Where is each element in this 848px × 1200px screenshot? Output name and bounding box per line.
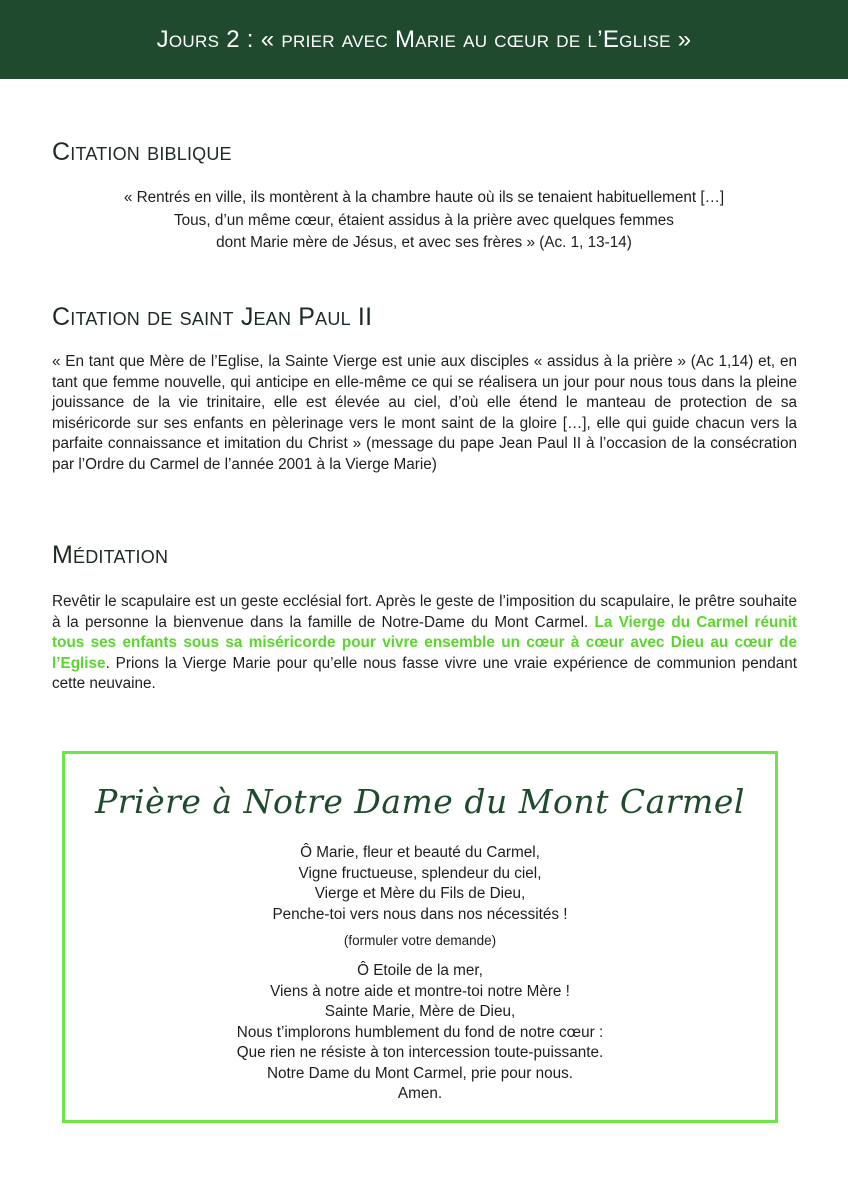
bible-quote-line: « Rentrés en ville, ils montèrent à la chambre haute où ils se tenaient habituellement […] [123,189,725,206]
prayer-line: Sainte Marie, Mère de Dieu, [324,1003,516,1020]
prayer-line: Ô Marie, fleur et beauté du Carmel, [300,844,540,861]
prayer-line: Amen. [397,1085,443,1102]
prayer-line: Nous t’implorons humblement du fond de notre cœur : [236,1023,604,1041]
prayer-title: Prière à Notre Dame du Mont Carmel [95,782,745,821]
prayer-line: Vierge et Mère du Fils de Dieu, [314,885,526,902]
meditation-text-part: Revêtir le scapulaire est un geste ecclésial fort. Après le geste de l’imposition du scapulaire, le prêtre souhaite à la personne la bienvenue dans la famille de Notre-Dame du Mont Carmel. [52,593,797,631]
prayer-line: Que rien ne résiste à ton intercession toute-puissante. [236,1044,604,1061]
prayer-line: Vigne fructueuse, splendeur du ciel, [298,864,542,882]
meditation-text-part: . Prions la Vierge Marie pour qu’elle nous fasse vivre une vraie expérience de communion pendant cette neuvaine. [52,654,797,692]
prayer-box [62,751,778,1123]
section-title-bible: Citation biblique [52,138,232,166]
page-title: Jours 2 : « prier avec Marie au cœur de l’Eglise » [156,25,692,53]
prayer-instruction: (formuler votre demande) [343,933,497,948]
prayer-line: Penche-toi vers nous dans nos nécessités ! [272,905,568,923]
section-title-meditation: Méditation [52,541,169,569]
prayer-stanza-1 [65,843,775,925]
bible-quote [52,187,796,255]
bible-quote-line: Tous, d’un même cœur, étaient assidus à la prière avec quelques femmes [174,211,674,229]
page-header [0,0,848,79]
meditation-highlight: La Vierge du Carmel réunit tous ses enfants sous sa miséricorde pour vivre ensemble un cœur à cœur avec Dieu au cœur de l’Eglise [52,613,797,672]
prayer-line: Notre Dame du Mont Carmel, prie pour nous. [266,1064,574,1082]
prayer-stanza-2 [65,961,775,1105]
bible-quote-line: dont Marie mère de Jésus, et avec ses frères » (Ac. 1, 13-14) [216,234,632,251]
jp2-quote: « En tant que Mère de l’Eglise, la Sainte Vierge est unie aux disciples « assidus à la prière » (Ac 1,14) et, en tant que femme nouvelle, qui anticipe en elle-même ce qui se réalisera un jour pour nous tous dans la pleine jouissance de la vie trinitaire, elle est élevée au ciel, d’où elle étend le manteau de protection de sa miséricorde sur ses enfants en pèlerinage vers le mont saint de la gloire […], elle qui guide chacun vers la parfaite connaissance et imitation du Christ » (message du pape Jean Paul II à l’occasion de la consécration par l’Ordre du Carmel de l’année 2001 à la Vierge Marie) [52,353,797,473]
prayer-line: Ô Etoile de la mer, [357,962,483,979]
section-title-jp2: Citation de saint Jean Paul II [52,303,373,331]
prayer-line: Viens à notre aide et montre-toi notre Mère ! [270,982,570,1000]
meditation-text [52,592,797,695]
